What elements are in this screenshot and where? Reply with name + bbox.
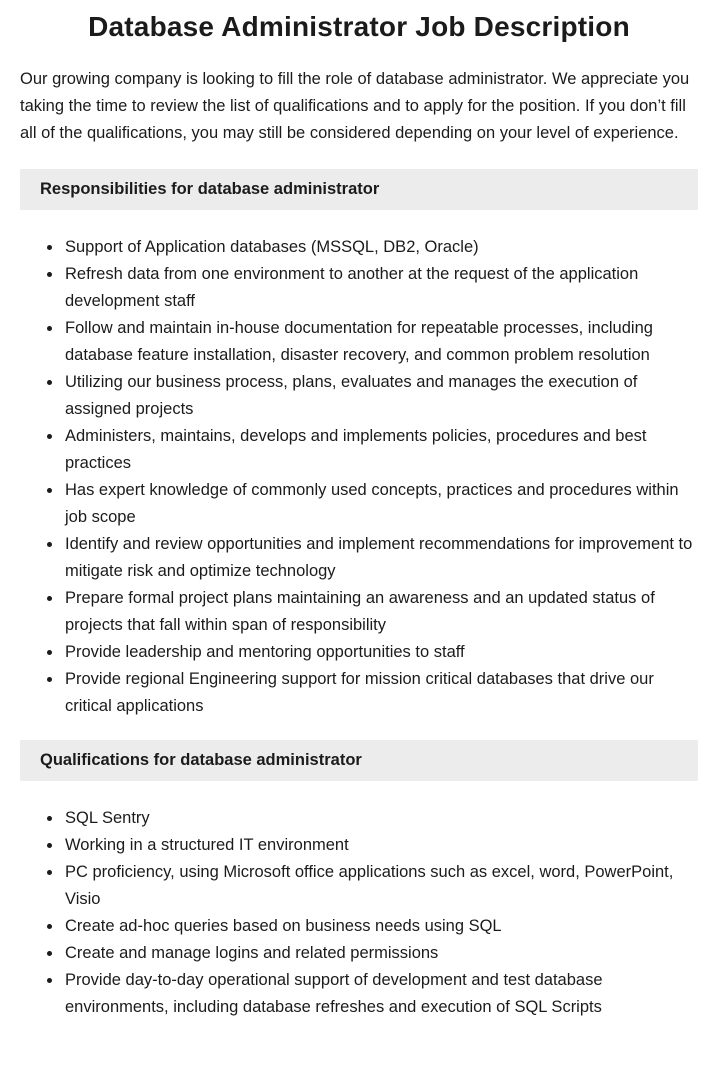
list-item: • Create and manage logins and related permissions (63, 940, 698, 967)
list-item: • Provide day-to-day operational support of development and test database environments, including database refreshes and execution of SQL Scripts (63, 967, 698, 1021)
page-title: Database Administrator Job Description (88, 11, 630, 42)
list-item: • Support of Application databases (MSSQL, DB2, Oracle) (63, 234, 698, 261)
list-item: • Provide leadership and mentoring opportunities to staff (63, 639, 698, 666)
intro-paragraph: Our growing company is looking to fill the role of database administrator. We appreciate you taking the time to review the list of qualifications and to apply for the position. If you don’t fill all of the qualifications, you may still be considered depending on your level of experience. (20, 69, 690, 142)
section-header-responsibilities-label: Responsibilities for database administrator (40, 179, 380, 198)
list-item: • PC proficiency, using Microsoft office applications such as excel, word, PowerPoint, Visio (63, 859, 698, 913)
section-header-responsibilities (20, 169, 698, 210)
list-item: • Provide regional Engineering support for mission critical databases that drive our critical applications (63, 666, 698, 720)
section-header-qualifications-label: Qualifications for database administrator (40, 750, 362, 769)
list-item: • Working in a structured IT environment (63, 832, 698, 859)
list-item: • Has expert knowledge of commonly used concepts, practices and procedures within job scope (63, 477, 698, 531)
list-item: • Refresh data from one environment to another at the request of the application development staff (63, 261, 698, 315)
list-item: • Prepare formal project plans maintaining an awareness and an updated status of projects that fall within span of responsibility (63, 585, 698, 639)
list-item: • Follow and maintain in-house documentation for repeatable processes, including database feature installation, disaster recovery, and common problem resolution (63, 315, 698, 369)
list-item: • Create ad-hoc queries based on business needs using SQL (63, 913, 698, 940)
responsibilities-list (20, 234, 698, 720)
list-item: • Administers, maintains, develops and implements policies, procedures and best practices (63, 423, 698, 477)
list-item: • Utilizing our business process, plans, evaluates and manages the execution of assigned projects (63, 369, 698, 423)
section-header-qualifications (20, 740, 698, 781)
qualifications-list (20, 805, 698, 1021)
list-item: • Identify and review opportunities and implement recommendations for improvement to mitigate risk and optimize technology (63, 531, 698, 585)
list-item: • SQL Sentry (63, 805, 698, 832)
